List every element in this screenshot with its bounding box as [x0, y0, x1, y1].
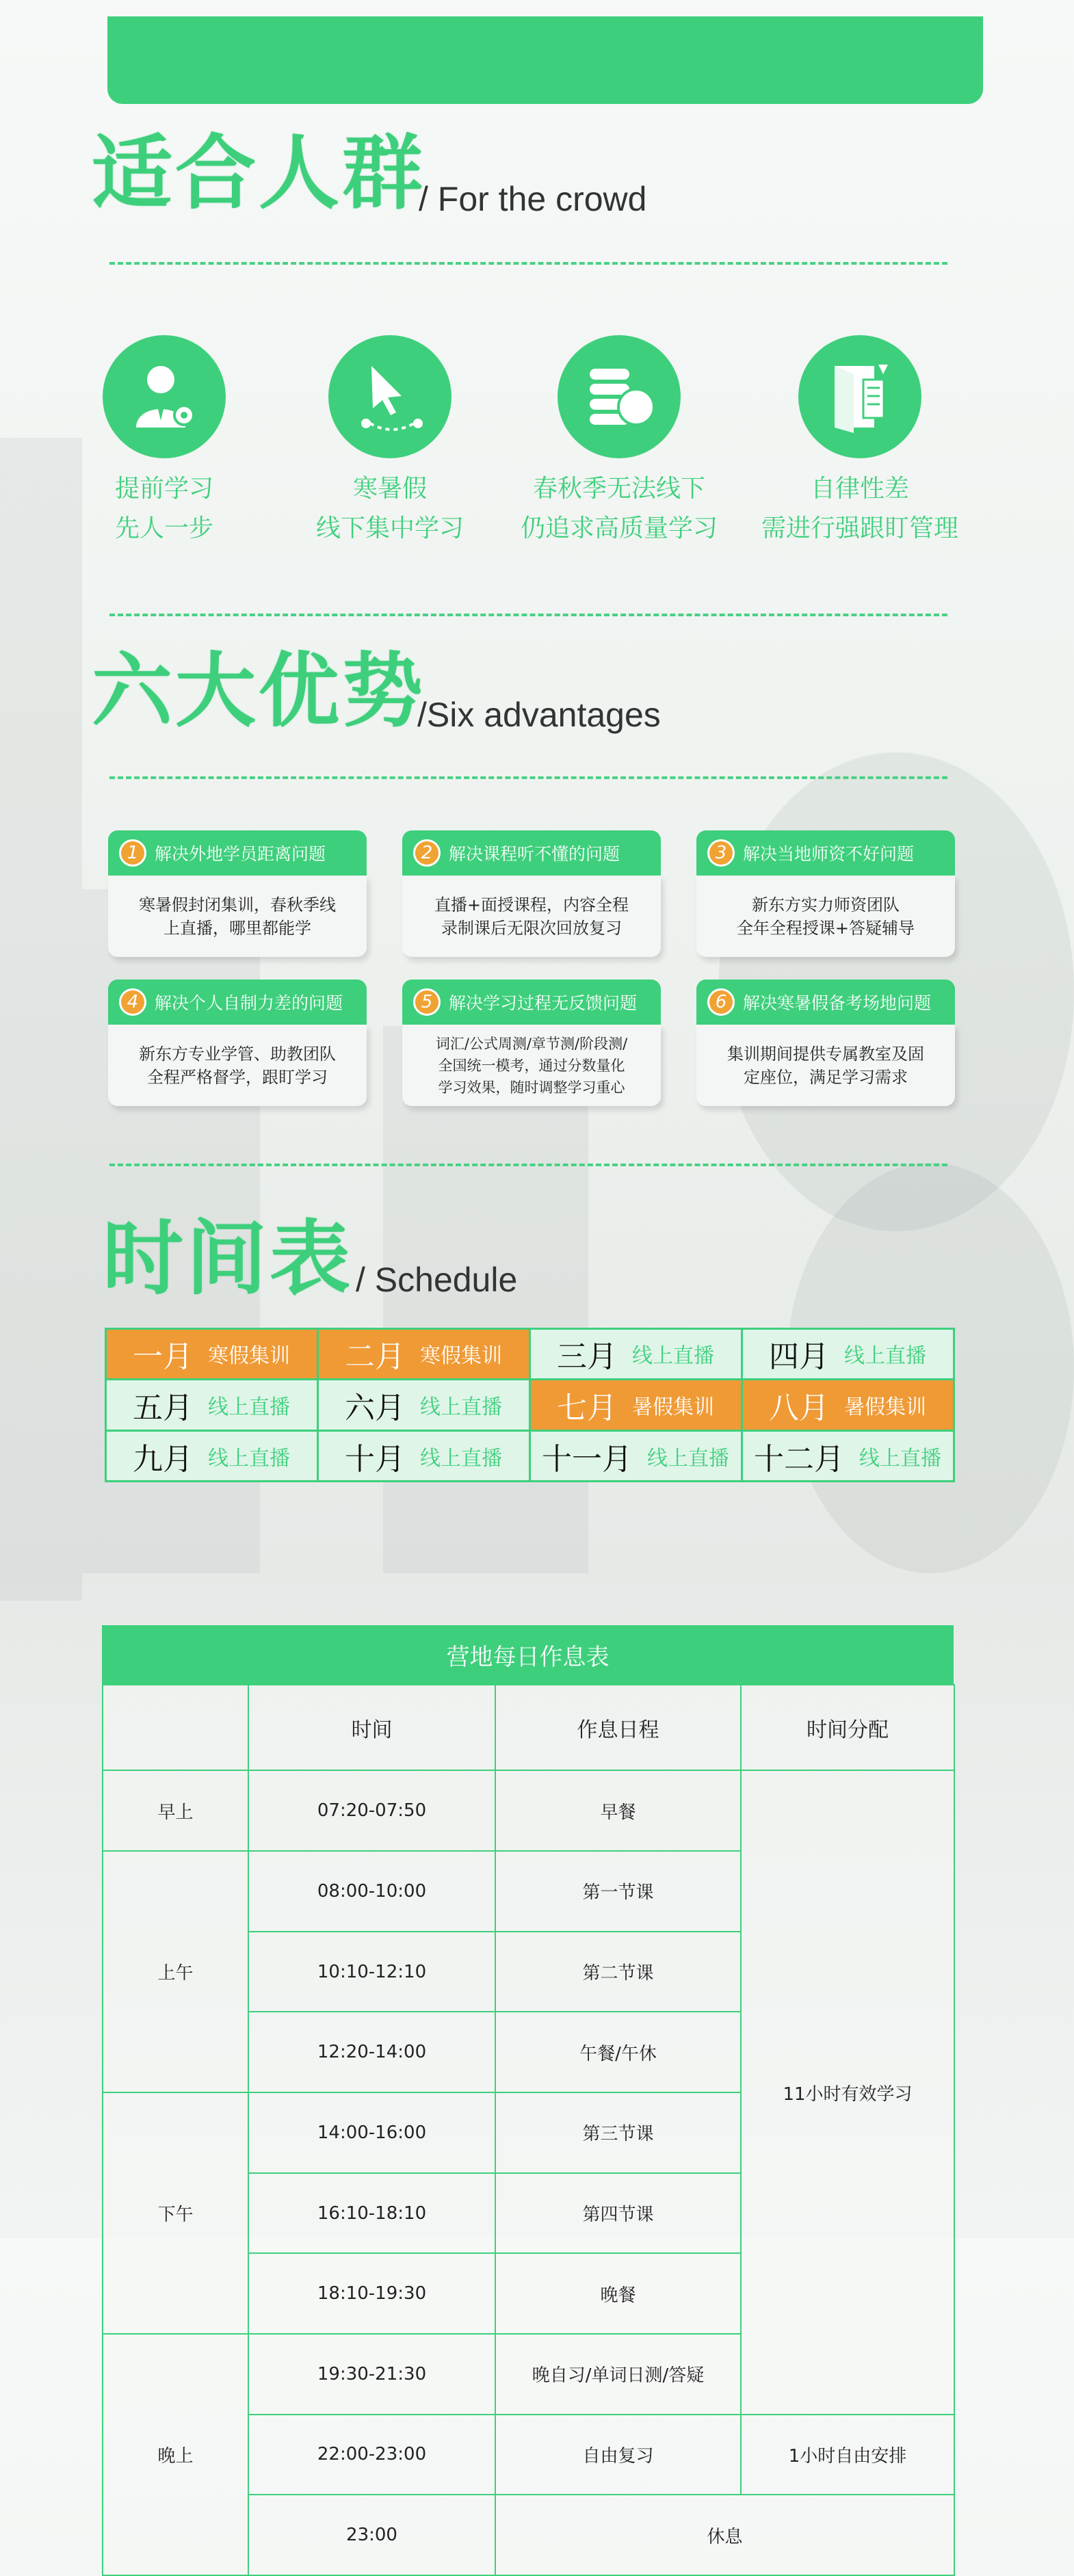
advantages-subtitle: /Six advantages — [417, 696, 661, 734]
schedule-month: 二月 — [345, 1339, 405, 1375]
advantage-card-header — [108, 980, 367, 1025]
activity-cell: 晚餐 — [495, 2253, 741, 2334]
schedule-cell — [105, 1328, 319, 1381]
schedule-cell — [741, 1378, 955, 1432]
divider — [109, 1164, 947, 1166]
crowd-item-label — [280, 469, 499, 549]
schedule-grid — [105, 1328, 954, 1482]
period-cell: 上午 — [103, 1851, 248, 2092]
schedule-cell — [317, 1378, 531, 1432]
advantage-card — [108, 830, 367, 957]
schedule-type: 暑假集训 — [632, 1395, 714, 1419]
schedule-type: 线上直播 — [844, 1344, 926, 1369]
time-cell: 08:00-10:00 — [248, 1851, 495, 1932]
time-cell: 16:10-18:10 — [248, 2173, 495, 2254]
period-cell: 下午 — [103, 2092, 248, 2334]
schedule-type: 线上直播 — [208, 1395, 290, 1419]
crowd-item-label — [737, 469, 983, 549]
schedule-type: 线上直播 — [859, 1446, 941, 1471]
advantage-number: 2 — [413, 839, 441, 867]
schedule-month: 十月 — [345, 1441, 405, 1477]
activity-cell: 第一节课 — [495, 1851, 741, 1932]
table-header: 时间 — [248, 1685, 495, 1770]
schedule-month: 十一月 — [542, 1441, 632, 1477]
advantage-heading: 解决寒暑假备考场地问题 — [743, 993, 932, 1013]
advantage-number: 6 — [707, 988, 735, 1016]
schedule-month: 五月 — [133, 1390, 193, 1425]
time-cell: 12:20-14:00 — [248, 2012, 495, 2092]
crowd-label-line1: 寒暑假 — [352, 475, 427, 503]
advantages-title: 六大优势 — [92, 644, 426, 738]
time-cell: 23:00 — [248, 2495, 495, 2575]
crowd-item-label — [496, 469, 742, 549]
schedule-month: 十二月 — [754, 1441, 844, 1477]
time-cell: 22:00-23:00 — [248, 2415, 495, 2495]
time-cell: 07:20-07:50 — [248, 1770, 495, 1851]
activity-cell: 第二节课 — [495, 1932, 741, 2012]
schedule-month: 六月 — [345, 1390, 405, 1425]
time-cell: 19:30-21:30 — [248, 2334, 495, 2415]
schedule-cell — [741, 1328, 955, 1381]
advantage-card — [108, 980, 367, 1106]
schedule-month: 三月 — [557, 1339, 617, 1375]
advantage-heading: 解决个人自制力差的问题 — [155, 993, 343, 1013]
activity-cell: 休息 — [495, 2495, 954, 2575]
schedule-cell — [529, 1328, 743, 1381]
crowd-title: 适合人群 — [92, 126, 426, 220]
crowd-subtitle: / For the crowd — [419, 180, 647, 218]
time-cell: 18:10-19:30 — [248, 2253, 495, 2334]
crowd-label-line2: 需进行强跟盯管理 — [761, 514, 958, 542]
advantage-body: 新东方专业学管、助教团队 全程严格督学，跟盯学习 — [108, 1025, 367, 1106]
advantage-body: 词汇/公式周测/章节测/阶段测/ 全国统一模考，通过分数量化 学习效果，随时调整学习重心 — [402, 1025, 661, 1106]
door-checklist-icon — [798, 335, 921, 458]
activity-cell: 第三节课 — [495, 2092, 741, 2173]
schedule-cell — [529, 1430, 743, 1483]
crowd-label-line1: 提前学习 — [114, 475, 213, 503]
advantage-card-header — [696, 980, 955, 1025]
top-banner — [107, 16, 983, 104]
activity-cell: 晚自习/单词日测/答疑 — [495, 2334, 741, 2415]
schedule-type: 寒假集训 — [208, 1344, 290, 1369]
advantage-card — [402, 980, 661, 1106]
advantage-number: 3 — [707, 839, 735, 867]
period-cell: 晚上 — [103, 2334, 248, 2575]
activity-cell: 自由复习 — [495, 2415, 741, 2495]
activity-cell: 午餐/午休 — [495, 2012, 741, 2092]
advantage-number: 4 — [119, 988, 146, 1016]
advantage-card — [696, 830, 955, 957]
advantage-card-header — [108, 830, 367, 876]
schedule-cell — [105, 1430, 319, 1483]
crowd-label-line2: 线下集中学习 — [315, 514, 464, 542]
divider — [109, 776, 947, 779]
time-cell: 14:00-16:00 — [248, 2092, 495, 2173]
coins-stack-icon — [558, 335, 681, 458]
advantage-body: 新东方实力师资团队 全年全程授课+答疑辅导 — [696, 876, 955, 957]
advantage-body: 直播+面授课程，内容全程 录制课后无限次回放复习 — [402, 876, 661, 957]
schedule-month: 七月 — [557, 1390, 617, 1425]
activity-cell: 早餐 — [495, 1770, 741, 1851]
table-header: 时间分配 — [741, 1685, 954, 1770]
timetable — [102, 1684, 955, 2576]
schedule-type: 线上直播 — [647, 1446, 729, 1471]
time-cell: 10:10-12:10 — [248, 1932, 495, 2012]
crowd-label-line1: 春秋季无法线下 — [532, 475, 705, 503]
schedule-cell — [741, 1430, 955, 1483]
table-header — [103, 1685, 248, 1770]
divider — [109, 262, 947, 265]
schedule-type: 寒假集训 — [420, 1344, 502, 1369]
person-gear-icon — [103, 335, 226, 458]
advantage-heading: 解决外地学员距离问题 — [155, 844, 326, 864]
activity-cell: 第四节课 — [495, 2173, 741, 2254]
crowd-item — [103, 335, 226, 458]
advantage-card — [402, 830, 661, 957]
advantage-card — [696, 980, 955, 1106]
crowd-item-label — [55, 469, 274, 549]
crowd-item — [328, 335, 451, 458]
advantage-card-header — [696, 830, 955, 876]
schedule-month: 一月 — [133, 1339, 193, 1375]
crowd-label-line1: 自律性差 — [810, 475, 909, 503]
advantage-body: 集训期间提供专属教室及固 定座位，满足学习需求 — [696, 1025, 955, 1106]
schedule-type: 线上直播 — [208, 1446, 290, 1471]
schedule-type: 暑假集训 — [844, 1395, 926, 1419]
advantage-card-header — [402, 830, 661, 876]
schedule-title: 时间表 — [103, 1211, 354, 1306]
crowd-item — [798, 335, 921, 458]
advantage-card-header — [402, 980, 661, 1025]
crowd-item — [558, 335, 681, 458]
schedule-cell — [105, 1378, 319, 1432]
advantage-heading: 解决当地师资不好问题 — [743, 844, 915, 864]
table-header-row — [103, 1685, 954, 1770]
schedule-type: 线上直播 — [420, 1395, 502, 1419]
advantage-number: 1 — [119, 839, 146, 867]
advantage-body: 寒暑假封闭集训，春秋季线 上直播，哪里都能学 — [108, 876, 367, 957]
advantage-heading: 解决学习过程无反馈问题 — [449, 993, 638, 1013]
schedule-type: 线上直播 — [420, 1446, 502, 1471]
schedule-month: 九月 — [133, 1441, 193, 1477]
advantage-number: 5 — [413, 988, 441, 1016]
schedule-cell — [317, 1328, 531, 1381]
allocation-cell: 1小时自由安排 — [741, 2415, 954, 2495]
schedule-month: 八月 — [769, 1390, 829, 1425]
crowd-label-line2: 先人一步 — [114, 514, 213, 542]
crowd-label-line2: 仍追求高质量学习 — [520, 514, 718, 542]
table-header: 作息日程 — [495, 1685, 741, 1770]
advantage-heading: 解决课程听不懂的问题 — [449, 844, 620, 864]
divider — [109, 614, 947, 616]
allocation-cell: 11小时有效学习 — [741, 1770, 954, 2414]
period-cell: 早上 — [103, 1770, 248, 1851]
schedule-subtitle: / Schedule — [356, 1261, 518, 1299]
timetable-title: 营地每日作息表 — [102, 1625, 954, 1684]
cursor-path-icon — [328, 335, 451, 458]
schedule-cell — [317, 1430, 531, 1483]
table-row — [103, 1770, 954, 1851]
schedule-cell — [529, 1378, 743, 1432]
schedule-type: 线上直播 — [632, 1344, 714, 1369]
schedule-month: 四月 — [769, 1339, 829, 1375]
